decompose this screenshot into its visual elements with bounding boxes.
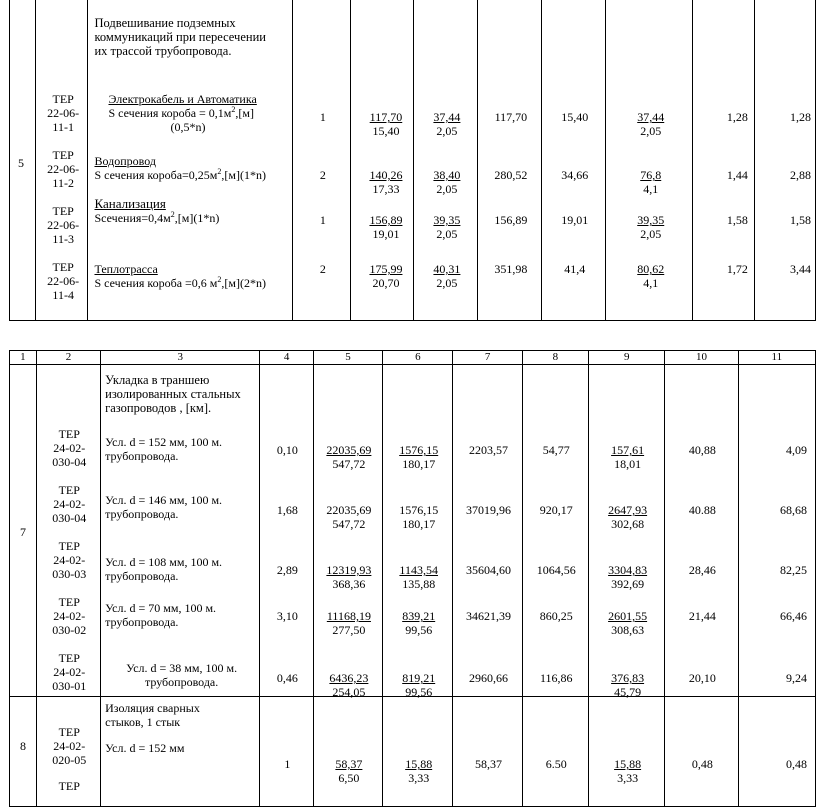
fraction: $\frac{1576,15}{180,17}$ — [399, 443, 439, 471]
value: 40,88 — [688, 443, 716, 457]
item-3-desc: Усл. d = 108 мм, 100 м. трубопровода. — [105, 555, 223, 583]
col11-cell — [738, 365, 815, 697]
col5-cell — [350, 0, 413, 321]
qty-cell — [260, 697, 313, 807]
qty-3: 2,89 — [276, 563, 298, 577]
fraction: $\frac{22035,69}{547,72}$ — [326, 443, 372, 471]
col7-cell — [453, 697, 522, 807]
item-1-desc: Электрокабель и Автоматика S сечения короба = $0,1м^2,[м]$ (0,5*n) — [108, 92, 257, 134]
value: 68,68 — [780, 503, 807, 517]
fraction: $\frac{2647,93}{302,68}$ — [608, 503, 648, 531]
code-cell — [36, 0, 88, 321]
qty-1: 1 — [319, 110, 326, 124]
fraction: $\frac{6436,23}{254,05}$ — [329, 671, 369, 699]
fraction: $\frac{39,35}{2,05}$ — [433, 213, 461, 241]
value: 280,52 — [494, 168, 528, 182]
qty-5: 0,46 — [276, 671, 298, 685]
code-cell — [36, 365, 100, 697]
header-cell: 9 — [589, 351, 665, 365]
value: 1,28 — [790, 110, 811, 124]
qty-cell — [260, 365, 313, 697]
qty-2: 2 — [319, 168, 326, 182]
value: 0,48 — [691, 757, 713, 771]
value: 34621,39 — [465, 609, 511, 623]
value: 1,58 — [726, 213, 748, 227]
description-cell — [101, 365, 260, 697]
code-1: ТЕР 24-02- 030-04 — [52, 427, 87, 469]
fraction: $\frac{117,70}{15,40}$ — [369, 110, 403, 138]
value: 40.88 — [688, 503, 716, 517]
col5-cell — [313, 697, 382, 807]
row-7-number-cell — [10, 365, 37, 697]
code: ТЕР 24-02- 020-05 ТЕР — [52, 725, 87, 793]
value: 35604,60 — [465, 563, 511, 577]
value: 37019,96 — [465, 503, 511, 517]
header-cell: 2 — [36, 351, 100, 365]
qty-4: 2 — [319, 262, 326, 276]
col7-cell — [477, 0, 541, 321]
intro-text: Укладка в траншею изолированных стальных газопроводов , [км]. — [105, 373, 241, 415]
value: 58,37 — [474, 757, 502, 771]
header-cell: 5 — [313, 351, 382, 365]
code-5: ТЕР 24-02- 030-01 — [52, 651, 87, 693]
fraction: $\frac{40,31}{2,05}$ — [433, 262, 461, 290]
value: 41,4 — [564, 262, 586, 276]
fraction: $\frac{175,99}{20,70}$ — [369, 262, 403, 290]
col10-cell — [665, 365, 738, 697]
col9-cell — [605, 0, 692, 321]
value: 1,58 — [790, 213, 811, 227]
col8-cell — [541, 0, 605, 321]
header-cell: 11 — [738, 351, 815, 365]
value: 1,44 — [726, 168, 748, 182]
header-cell: 3 — [101, 351, 260, 365]
row-8-number-cell — [10, 697, 37, 807]
description-cell — [101, 697, 260, 807]
fraction: $\frac{11168,19}{277,50}$ — [326, 609, 371, 637]
estimate-table-2 — [9, 350, 816, 807]
fraction: $\frac{12319,93}{368,36}$ — [326, 563, 372, 591]
fraction: $\frac{37,44}{2,05}$ — [637, 110, 665, 138]
row-number: 8 — [20, 739, 26, 753]
col8-cell — [522, 697, 588, 807]
col10-cell — [692, 0, 754, 321]
fraction: $\frac{58,37}{6,50}$ — [335, 757, 363, 785]
value: 4,09 — [786, 443, 807, 457]
fraction: $\frac{156,89}{19,01}$ — [369, 213, 403, 241]
header-cell: 10 — [665, 351, 738, 365]
header-cell: 6 — [383, 351, 453, 365]
fraction: $\frac{76,8}{4,1}$ — [640, 168, 662, 196]
value: 34,66 — [561, 168, 589, 182]
row-5-number-cell — [10, 0, 36, 321]
col8-cell — [522, 365, 588, 697]
col9-cell — [589, 697, 665, 807]
header-cell: 8 — [522, 351, 588, 365]
fraction: $\frac{140,26}{17,33}$ — [369, 168, 403, 196]
estimate-table-1 — [9, 0, 816, 321]
item-5-desc: Усл. d = 38 мм, 100 м. трубопровода. — [126, 661, 238, 689]
item-2-desc: Усл. d = 146 мм, 100 м. трубопровода. — [105, 493, 223, 521]
header-cell: 1 — [10, 351, 37, 365]
row-number: 5 — [18, 156, 24, 170]
value: 19,01 — [561, 213, 589, 227]
value: 6.50 — [545, 757, 567, 771]
row-number: 7 — [20, 525, 26, 539]
code-3: ТЕР 24-02- 030-03 — [52, 539, 87, 581]
code-4: ТЕР 24-02- 030-02 — [52, 595, 87, 637]
value: 1,72 — [726, 262, 748, 276]
col6-cell — [383, 697, 453, 807]
value: 2203,57 — [468, 443, 508, 457]
item-2-desc: Водопровод S сечения $короба=0,25м^2,[м](1*n)$ — [94, 154, 266, 182]
header-cell: 4 — [260, 351, 313, 365]
value: 156,89 — [494, 213, 528, 227]
fraction: $\frac{3304,83}{392,69}$ — [608, 563, 648, 591]
value: 860,25 — [539, 609, 573, 623]
fraction: $\frac{38,40}{2,05}$ — [433, 168, 461, 196]
item-1-desc: Усл. d = 152 мм, 100 м. трубопровода. — [105, 435, 223, 463]
col9-cell — [589, 365, 665, 697]
value: 116,86 — [539, 671, 573, 685]
qty-2: 1,68 — [276, 503, 298, 517]
value: 0,48 — [786, 757, 807, 771]
code-cell — [36, 697, 100, 807]
value: 2,88 — [790, 168, 811, 182]
col10-cell — [665, 697, 738, 807]
col6-cell — [383, 365, 453, 697]
value: 82,25 — [780, 563, 807, 577]
fraction: $\frac{2601,55}{308,63}$ — [608, 609, 648, 637]
item-desc: Изоляция сварных стыков, 1 стык Усл. d = 152 мм — [105, 701, 200, 755]
intro-text: Подвешивание подземных коммуникаций при пересечении их трассой трубопровода. — [94, 16, 266, 58]
code-3: ТЕР 22-06- 11-3 — [47, 204, 80, 246]
value: 20,10 — [688, 671, 716, 685]
value: 117,70 — [494, 110, 528, 124]
fraction: $\frac{839,21}{99,56}$ — [402, 609, 436, 637]
value: 1,28 — [726, 110, 748, 124]
col5-cell — [313, 365, 382, 697]
header-cell: 7 — [453, 351, 522, 365]
value: 54,77 — [542, 443, 570, 457]
fraction: $\frac{1143,54}{135,88}$ — [399, 563, 438, 591]
qty-4: 3,10 — [276, 609, 298, 623]
fraction: $\frac{80,62}{4,1}$ — [637, 262, 665, 290]
header-row — [10, 351, 816, 365]
code-2: ТЕР 24-02- 030-04 — [52, 483, 87, 525]
fraction: 22035,69 547,72 — [326, 503, 372, 531]
fraction: $\frac{376,83}{45,79}$ — [611, 671, 645, 699]
item-3-desc: Канализация $Sсечения=0,4м^2,[м](1*n)$ — [94, 196, 220, 225]
value: 66,46 — [780, 609, 807, 623]
qty-cell — [292, 0, 350, 321]
qty-3: 1 — [319, 213, 326, 227]
fraction: 1576,15 180,17 — [399, 503, 439, 531]
qty-1: 0,10 — [276, 443, 298, 457]
value: 3,44 — [790, 262, 811, 276]
fraction: $\frac{37,44}{2,05}$ — [433, 110, 461, 138]
code-2: ТЕР 22-06- 11-2 — [47, 148, 80, 190]
fraction: $\frac{39,35}{2,05}$ — [637, 213, 665, 241]
item-4-desc: Усл. d = 70 мм, 100 м. трубопровода. — [105, 601, 217, 629]
fraction: $\frac{15,88}{3,33}$ — [405, 757, 433, 785]
value: 28,46 — [688, 563, 716, 577]
col11-cell — [738, 697, 815, 807]
col6-cell — [413, 0, 477, 321]
item-4-desc: Теплотрасса S сечения короба =0,6 $м^2,[м](2*n)$ — [94, 262, 266, 290]
value: 15,40 — [561, 110, 589, 124]
code-4: ТЕР 22-06- 11-4 — [47, 260, 80, 302]
value: 351,98 — [494, 262, 528, 276]
value: 21,44 — [688, 609, 716, 623]
col11-cell — [754, 0, 815, 321]
code-1: ТЕР 22-06- 11-1 — [47, 92, 80, 134]
value: 920,17 — [539, 503, 573, 517]
col7-cell — [453, 365, 522, 697]
value: 2960,66 — [468, 671, 508, 685]
description-cell — [88, 0, 292, 321]
value: 9,24 — [786, 671, 807, 685]
fraction: $\frac{157,61}{18,01}$ — [611, 443, 645, 471]
fraction: $\frac{819,21}{99,56}$ — [402, 671, 436, 699]
value: 1064,56 — [536, 563, 576, 577]
fraction: $\frac{15,88}{3,33}$ — [614, 757, 642, 785]
qty: 1 — [284, 757, 291, 771]
